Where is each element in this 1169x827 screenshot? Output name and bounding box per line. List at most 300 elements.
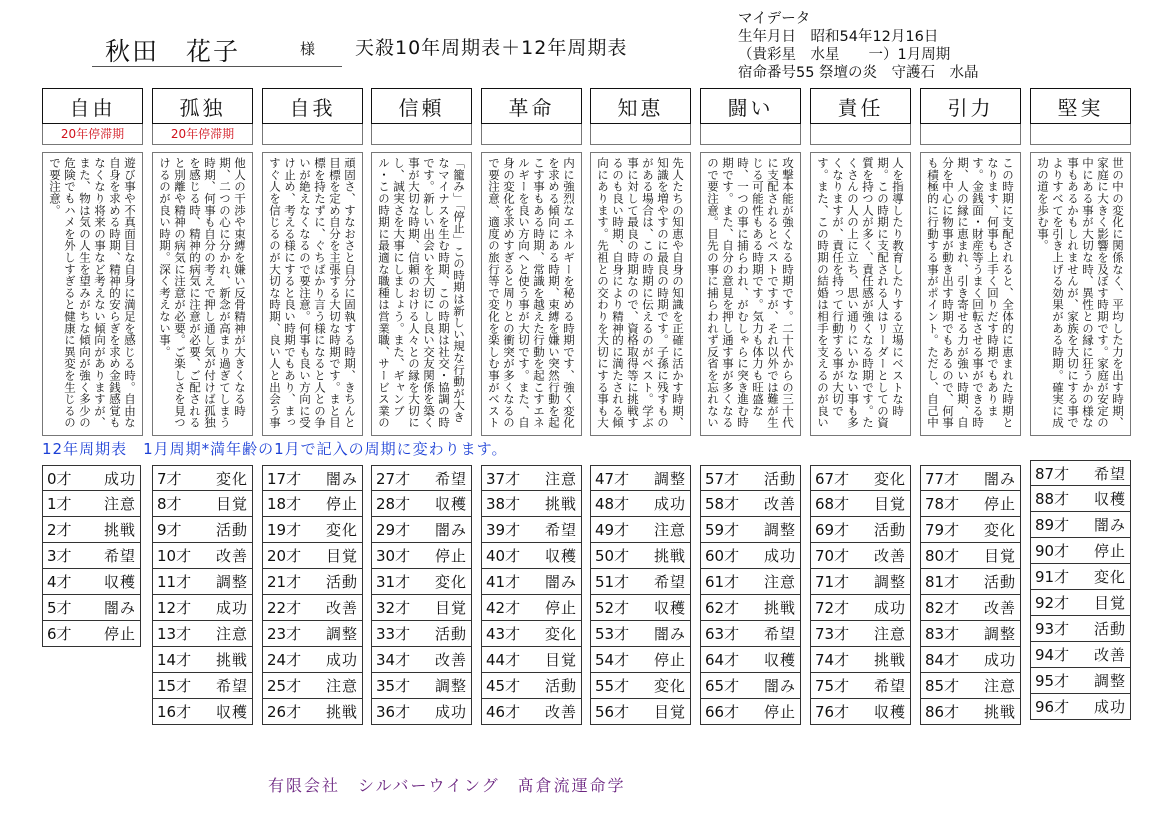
age-cell xyxy=(920,647,1021,673)
age-cell xyxy=(810,465,911,491)
age-cell xyxy=(262,673,363,699)
honorific: 様 xyxy=(300,40,316,58)
cycle-keyword: 成功 xyxy=(653,495,686,513)
age-cell xyxy=(700,673,801,699)
age-value: 23才 xyxy=(267,625,302,643)
my-data-birthdate: 生年月日 昭和54年12月16日 xyxy=(738,29,939,45)
cycle-keyword: 闇み xyxy=(325,469,358,488)
cycle-keyword: 成功 xyxy=(434,703,467,721)
age-cell xyxy=(700,595,801,621)
age-value: 40才 xyxy=(486,547,521,565)
age-value: 61才 xyxy=(705,573,740,591)
age-value: 67才 xyxy=(815,469,850,488)
period-title: 堅実 xyxy=(1030,88,1131,124)
age-cell xyxy=(810,569,911,595)
cycle-keyword: 成功 xyxy=(1093,698,1126,716)
age-value: 64才 xyxy=(705,651,740,669)
age-value: 20才 xyxy=(267,547,302,565)
my-data-destiny: 宿命番号55 祭壇の炎 守護石 水晶 xyxy=(738,65,979,81)
age-value: 59才 xyxy=(705,521,740,539)
age-cell xyxy=(700,517,801,543)
age-cell xyxy=(920,465,1021,491)
period-title: 孤独 xyxy=(152,88,253,124)
my-data-star: （貴彩星 水星 一）1月周期 xyxy=(738,47,951,63)
age-cell xyxy=(700,647,801,673)
age-cell xyxy=(152,621,253,647)
age-value: 46才 xyxy=(486,703,521,721)
cycle-keyword: 闇み xyxy=(434,521,467,539)
age-cell xyxy=(810,621,911,647)
cycle-keyword: 目覚 xyxy=(215,495,248,513)
age-value: 86才 xyxy=(925,703,960,721)
period-title: 知恵 xyxy=(590,88,691,124)
period-description-box xyxy=(810,152,911,436)
age-value: 90才 xyxy=(1035,542,1070,560)
age-cell xyxy=(700,699,801,725)
cycle-keyword: 闇み xyxy=(653,625,686,643)
age-cell xyxy=(42,569,141,595)
company-footer: 有限会社 シルバーウイング 髙倉流運命学 xyxy=(268,776,626,795)
cycle-keyword: 注意 xyxy=(763,573,796,591)
cycle-keyword: 調整 xyxy=(763,521,796,539)
cycle-keyword: 収穫 xyxy=(873,703,906,721)
age-cell xyxy=(920,517,1021,543)
age-value: 80才 xyxy=(925,547,960,565)
age-cell xyxy=(371,673,472,699)
age-cell xyxy=(920,595,1021,621)
age-cell xyxy=(481,647,582,673)
age-cell xyxy=(1030,642,1131,668)
cycle-keyword: 希望 xyxy=(434,469,467,488)
age-cell xyxy=(371,543,472,569)
age-value: 50才 xyxy=(595,547,630,565)
age-value: 54才 xyxy=(595,651,630,669)
cycle-keyword: 挑戦 xyxy=(873,651,906,669)
cycle-keyword: 調整 xyxy=(983,625,1016,643)
age-value: 56才 xyxy=(595,703,630,721)
age-cell xyxy=(810,517,911,543)
age-column xyxy=(42,465,141,647)
cycle-keyword: 活動 xyxy=(325,573,358,591)
cycle-keyword: 調整 xyxy=(873,573,906,591)
my-data-label: マイデータ xyxy=(738,11,811,27)
cycle-keyword: 活動 xyxy=(434,625,467,643)
cycle-keyword: 闇み xyxy=(1093,516,1126,534)
cycle-keyword: 成功 xyxy=(763,547,796,565)
age-cell xyxy=(42,465,141,491)
age-cell xyxy=(481,543,582,569)
cycle-keyword: 改善 xyxy=(983,599,1016,617)
age-value: 95才 xyxy=(1035,672,1070,690)
period-column xyxy=(481,88,582,436)
age-cell xyxy=(371,647,472,673)
age-cell xyxy=(920,491,1021,517)
age-cell xyxy=(590,699,691,725)
age-value: 43才 xyxy=(486,625,521,643)
age-cell xyxy=(42,517,141,543)
age-cell xyxy=(810,491,911,517)
age-cell xyxy=(920,699,1021,725)
age-cell xyxy=(1030,486,1131,512)
age-value: 66才 xyxy=(705,703,740,721)
age-value: 81才 xyxy=(925,573,960,591)
age-value: 0才 xyxy=(47,469,72,488)
age-column xyxy=(371,465,472,725)
age-value: 87才 xyxy=(1035,464,1070,483)
cycle-keyword: 成功 xyxy=(983,651,1016,669)
cycle-keyword: 挑戦 xyxy=(325,703,358,721)
age-value: 76才 xyxy=(815,703,850,721)
age-cell xyxy=(810,543,911,569)
cycle-keyword: 調整 xyxy=(215,573,248,591)
age-value: 7才 xyxy=(157,469,182,488)
age-cell xyxy=(1030,694,1131,720)
period-title: 引力 xyxy=(920,88,1021,124)
age-value: 74才 xyxy=(815,651,850,669)
period-description-box xyxy=(920,152,1021,436)
cycle-keyword: 停止 xyxy=(763,703,796,721)
cycle-keyword: 希望 xyxy=(763,625,796,643)
age-value: 15才 xyxy=(157,677,192,695)
period-description-box xyxy=(152,152,253,436)
cycle-keyword: 収穫 xyxy=(103,573,136,591)
age-value: 60才 xyxy=(705,547,740,565)
age-cell xyxy=(810,595,911,621)
cycle-keyword: 注意 xyxy=(325,677,358,695)
period-column xyxy=(920,88,1021,436)
age-cell xyxy=(371,517,472,543)
age-cell xyxy=(152,673,253,699)
age-cell xyxy=(481,465,582,491)
cycle-keyword: 停止 xyxy=(983,495,1016,513)
period-column xyxy=(700,88,801,436)
age-cell xyxy=(590,569,691,595)
age-cell xyxy=(262,595,363,621)
age-cell xyxy=(262,517,363,543)
age-value: 92才 xyxy=(1035,594,1070,612)
period-title: 革命 xyxy=(481,88,582,124)
age-value: 5才 xyxy=(47,599,72,617)
age-cell xyxy=(810,647,911,673)
age-cell xyxy=(1030,616,1131,642)
age-value: 4才 xyxy=(47,573,72,591)
age-value: 93才 xyxy=(1035,620,1070,638)
cycle-keyword: 希望 xyxy=(653,573,686,591)
age-value: 96才 xyxy=(1035,698,1070,716)
age-cell xyxy=(152,647,253,673)
age-cell xyxy=(42,491,141,517)
age-cell xyxy=(262,491,363,517)
period-description-box xyxy=(262,152,363,436)
age-value: 69才 xyxy=(815,521,850,539)
age-cell xyxy=(371,699,472,725)
age-value: 17才 xyxy=(267,469,302,488)
age-cell xyxy=(1030,538,1131,564)
age-value: 14才 xyxy=(157,651,192,669)
age-cell xyxy=(152,517,253,543)
cycle-keyword: 調整 xyxy=(653,469,686,488)
period-column xyxy=(590,88,691,436)
cycle-keyword: 停止 xyxy=(544,599,577,617)
age-value: 37才 xyxy=(486,469,521,488)
stagnation-tag: 20年停滞期 xyxy=(42,124,143,145)
age-value: 85才 xyxy=(925,677,960,695)
age-cell xyxy=(1030,564,1131,590)
age-cell xyxy=(152,595,253,621)
age-value: 25才 xyxy=(267,677,302,695)
cycle-keyword: 闇み xyxy=(103,599,136,617)
period-description-box xyxy=(42,152,143,436)
cycle-keyword: 変化 xyxy=(215,469,248,488)
period-column xyxy=(262,88,363,436)
age-cell xyxy=(590,621,691,647)
cycle-keyword: 成功 xyxy=(103,469,136,488)
age-value: 47才 xyxy=(595,469,630,488)
period-description: 世の中の変化に関係なく、平均した力を出す時期、家庭に大きく影響を及ぼす時期です。家庭が安定の中にある事が大切な時、異性との縁に狂うかの様な事もあるかもしれませんが、家族を大切にする事でよりすべてを引き上げる効果がある時期。確実に成功の道を歩む事。 xyxy=(1036,157,1125,429)
stagnation-tag xyxy=(371,124,472,145)
cycle-keyword: 闇み xyxy=(763,677,796,695)
age-value: 36才 xyxy=(376,703,411,721)
period-title: 自我 xyxy=(262,88,363,124)
cycle-keyword: 収穫 xyxy=(544,547,577,565)
cycle-keyword: 改善 xyxy=(325,599,358,617)
age-column xyxy=(590,465,691,725)
cycle-keyword: 成功 xyxy=(325,651,358,669)
name-underline xyxy=(92,66,342,67)
age-value: 10才 xyxy=(157,547,192,565)
cycle-keyword: 改善 xyxy=(1093,646,1126,664)
period-column xyxy=(42,88,143,436)
age-cell xyxy=(371,621,472,647)
age-value: 68才 xyxy=(815,495,850,513)
age-value: 33才 xyxy=(376,625,411,643)
age-column xyxy=(152,465,253,725)
cycle-keyword: 停止 xyxy=(653,651,686,669)
cycle-keyword: 挑戦 xyxy=(103,521,136,539)
age-value: 48才 xyxy=(595,495,630,513)
age-cell xyxy=(1030,668,1131,694)
age-value: 12才 xyxy=(157,599,192,617)
age-cell xyxy=(810,673,911,699)
age-value: 94才 xyxy=(1035,646,1070,664)
age-value: 18才 xyxy=(267,495,302,513)
age-column xyxy=(810,465,911,725)
period-description: 遊び事や不真面目な自身に満足を感じる時。自由な自身を求める時期、精神的安らぎを求め金銭感覚もなくなり将来の事など考えない傾向がありますが、また、物は気の人生を望みがちな傾向が強く多少の危険でもハメを外しすぎると健康に異変を生じるので要注意。 xyxy=(48,157,137,429)
stagnation-tag xyxy=(590,124,691,145)
twelve-year-heading: 12年周期表 1月周期*満年齢の1月で記入の周期に変わります。 xyxy=(42,440,508,458)
age-value: 77才 xyxy=(925,469,960,488)
age-value: 65才 xyxy=(705,677,740,695)
age-cell xyxy=(262,647,363,673)
stagnation-tag xyxy=(1030,124,1131,145)
cycle-keyword: 収穫 xyxy=(215,703,248,721)
cycle-keyword: 希望 xyxy=(873,677,906,695)
cycle-keyword: 闇み xyxy=(983,469,1016,488)
cycle-keyword: 目覚 xyxy=(653,703,686,721)
age-value: 26才 xyxy=(267,703,302,721)
age-value: 28才 xyxy=(376,495,411,513)
age-value: 16才 xyxy=(157,703,192,721)
age-value: 62才 xyxy=(705,599,740,617)
cycle-keyword: 活動 xyxy=(1093,620,1126,638)
cycle-keyword: 変化 xyxy=(983,521,1016,539)
cycle-keyword: 目覚 xyxy=(873,495,906,513)
age-cell xyxy=(262,465,363,491)
age-cell xyxy=(371,465,472,491)
cycle-keyword: 目覚 xyxy=(434,599,467,617)
cycle-keyword: 改善 xyxy=(544,703,577,721)
age-value: 75才 xyxy=(815,677,850,695)
age-value: 24才 xyxy=(267,651,302,669)
cycle-keyword: 停止 xyxy=(434,547,467,565)
age-cell xyxy=(590,543,691,569)
age-cell xyxy=(152,491,253,517)
cycle-keyword: 希望 xyxy=(215,677,248,695)
period-description-box xyxy=(481,152,582,436)
age-value: 32才 xyxy=(376,599,411,617)
cycle-keyword: 挑戦 xyxy=(653,547,686,565)
cycle-keyword: 変化 xyxy=(434,573,467,591)
cycle-keyword: 闇み xyxy=(544,573,577,591)
age-value: 9才 xyxy=(157,521,182,539)
cycle-keyword: 調整 xyxy=(434,677,467,695)
age-cell xyxy=(920,543,1021,569)
stagnation-tag: 20年停滞期 xyxy=(152,124,253,145)
cycle-keyword: 改善 xyxy=(873,547,906,565)
age-cell xyxy=(700,543,801,569)
stagnation-tag xyxy=(262,124,363,145)
age-value: 78才 xyxy=(925,495,960,513)
age-value: 79才 xyxy=(925,521,960,539)
age-value: 73才 xyxy=(815,625,850,643)
cycle-keyword: 挑戦 xyxy=(983,703,1016,721)
cycle-keyword: 挑戦 xyxy=(215,651,248,669)
period-description: この時期に支配されると、全体的に恵まれた時期となります、何事も上手く回りだす時期でもあります。金銭面・財産等うまく回転させる事ができる時期、人の縁に恵まれ、引き寄せる力が強い時期、自分を中心に物事が動き出す時期でもあるので、何事も積極的に行動する事がポイント。ただし、自己中 xyxy=(926,157,1015,429)
age-value: 1才 xyxy=(47,495,72,513)
age-column xyxy=(1030,460,1131,720)
age-column xyxy=(481,465,582,725)
age-cell xyxy=(590,491,691,517)
cycle-keyword: 停止 xyxy=(325,495,358,513)
age-value: 11才 xyxy=(157,573,192,591)
age-cell xyxy=(371,595,472,621)
period-description-box xyxy=(700,152,801,436)
stagnation-tag xyxy=(810,124,911,145)
age-cell xyxy=(920,673,1021,699)
period-column xyxy=(152,88,253,436)
age-cell xyxy=(152,543,253,569)
age-value: 89才 xyxy=(1035,516,1070,534)
age-cell xyxy=(590,465,691,491)
cycle-keyword: 改善 xyxy=(215,547,248,565)
cycle-keyword: 収穫 xyxy=(434,495,467,513)
cycle-keyword: 注意 xyxy=(215,625,248,643)
age-cell xyxy=(1030,460,1131,486)
stagnation-tag xyxy=(481,124,582,145)
age-value: 57才 xyxy=(705,469,740,488)
period-title: 責任 xyxy=(810,88,911,124)
age-cell xyxy=(481,491,582,517)
age-value: 21才 xyxy=(267,573,302,591)
period-description: 攻撃本能が強くなる時期です。二十代からの三十代に支配されるとベストですが、それ以外では難が生じる可能性もある時期です。気力も体力も旺盛な時、一つの事に捕らわれ、がむしゃらに突き進む時期です。また、自分の意見を押し通す事が多くなるので要注意。目先の事に捕らわれず反省を忘れない xyxy=(706,157,795,429)
cycle-keyword: 調整 xyxy=(325,625,358,643)
age-cell xyxy=(810,699,911,725)
period-column xyxy=(371,88,472,436)
age-cell xyxy=(920,621,1021,647)
cycle-keyword: 希望 xyxy=(544,521,577,539)
age-value: 30才 xyxy=(376,547,411,565)
age-cell xyxy=(700,621,801,647)
cycle-keyword: 活動 xyxy=(544,677,577,695)
age-cell xyxy=(262,699,363,725)
age-cell xyxy=(590,647,691,673)
age-value: 39才 xyxy=(486,521,521,539)
period-description-box xyxy=(1030,152,1131,436)
age-cell xyxy=(481,673,582,699)
period-column xyxy=(1030,88,1131,436)
period-title: 自由 xyxy=(42,88,143,124)
age-cell xyxy=(700,491,801,517)
cycle-keyword: 活動 xyxy=(215,521,248,539)
age-column xyxy=(262,465,363,725)
age-value: 2才 xyxy=(47,521,72,539)
age-cell xyxy=(42,595,141,621)
age-cell xyxy=(152,569,253,595)
person-name: 秋田 花子 xyxy=(105,37,241,66)
age-value: 34才 xyxy=(376,651,411,669)
cycle-keyword: 停止 xyxy=(103,625,136,643)
age-value: 31才 xyxy=(376,573,411,591)
cycle-keyword: 注意 xyxy=(983,677,1016,695)
age-value: 51才 xyxy=(595,573,630,591)
age-cell xyxy=(152,465,253,491)
age-value: 83才 xyxy=(925,625,960,643)
cycle-keyword: 注意 xyxy=(873,625,906,643)
page-title: 天殺10年周期表＋12年周期表 xyxy=(355,37,628,59)
age-value: 3才 xyxy=(47,547,72,565)
age-column xyxy=(700,465,801,725)
age-value: 13才 xyxy=(157,625,192,643)
stagnation-tag xyxy=(700,124,801,145)
age-value: 55才 xyxy=(595,677,630,695)
age-cell xyxy=(590,517,691,543)
cycle-keyword: 注意 xyxy=(544,469,577,488)
age-column xyxy=(920,465,1021,725)
age-value: 58才 xyxy=(705,495,740,513)
age-cell xyxy=(371,491,472,517)
age-cell xyxy=(590,673,691,699)
age-value: 88才 xyxy=(1035,490,1070,508)
stagnation-tag xyxy=(920,124,1021,145)
period-description-box xyxy=(371,152,472,436)
age-value: 82才 xyxy=(925,599,960,617)
period-description: 頑固さ、すなおさと自分に固執する時期、きちんと目標を定め自分を主張する大切な時期です。まと目標を持たずに、ぐちばかり言う様になると人との争いが絶えなくなるので要注意。何事も良い方向に受け止め、考える様にすると良い時期でもあり、まっすぐ人を信じるのが大切な時期、良い人と出会う事 xyxy=(268,157,357,429)
age-value: 72才 xyxy=(815,599,850,617)
age-value: 71才 xyxy=(815,573,850,591)
age-cell xyxy=(262,543,363,569)
cycle-keyword: 希望 xyxy=(103,547,136,565)
age-value: 70才 xyxy=(815,547,850,565)
age-cell xyxy=(481,517,582,543)
age-cell xyxy=(371,569,472,595)
my-data-panel xyxy=(738,10,979,82)
cycle-keyword: 目覚 xyxy=(544,651,577,669)
period-description: 他人の干渉や束縛を嫌い反骨精神が大きくなる時期、二つの心に分かれ、新念が高まり過ぎてしまう時期、何事も自分の考えで押し通し気が付けば孤独を感じる時、精神的病気に注意が必要、ご配されると別離や精神の病気に注意が必要。ご楽しさを見つけるのが良い時期。深く考えない事。 xyxy=(158,157,247,429)
cycle-keyword: 成功 xyxy=(873,599,906,617)
age-cell xyxy=(481,699,582,725)
age-value: 41才 xyxy=(486,573,521,591)
age-value: 45才 xyxy=(486,677,521,695)
